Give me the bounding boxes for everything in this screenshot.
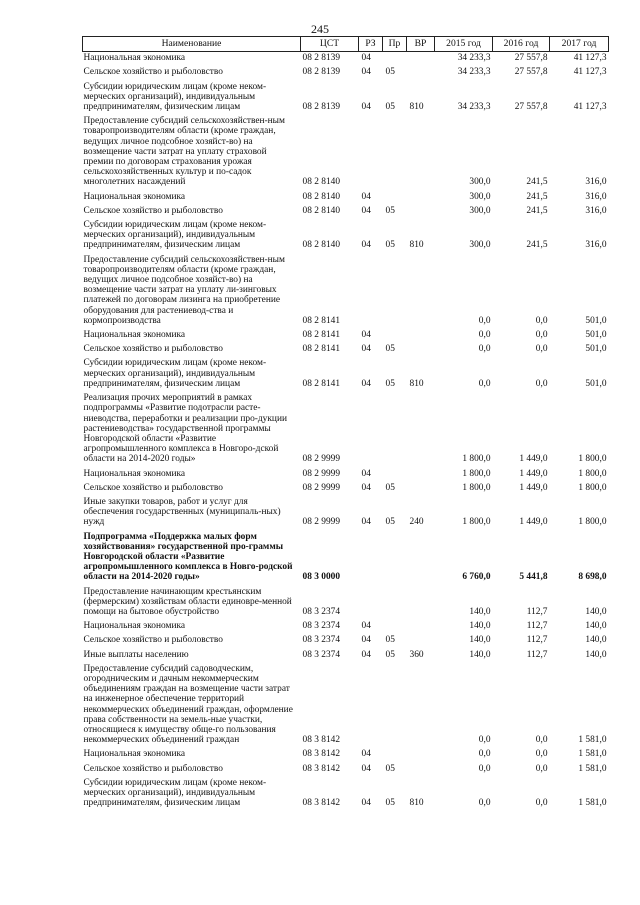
cell-cst: 08 2 8141 <box>302 315 340 326</box>
cell-2016: 0,0 <box>535 735 548 746</box>
cell-2016: 1 449,0 <box>519 517 548 528</box>
table-row <box>83 663 609 749</box>
cell-rz: 04 <box>361 53 371 64</box>
cell-rz: 04 <box>361 798 371 809</box>
cell-2016: 1 449,0 <box>519 482 548 493</box>
cell-2016: 27 557,8 <box>514 67 548 78</box>
cell-cst: 08 3 0000 <box>302 572 340 583</box>
cell-cst: 08 2 8140 <box>302 240 340 251</box>
cell-cst: 08 2 8141 <box>302 378 340 389</box>
cell-2015: 6 760,0 <box>462 572 491 583</box>
cell-pr: 05 <box>385 67 395 78</box>
cell-2015: 0,0 <box>478 749 491 760</box>
cell-name: Предоставление субсидий сельскохозяйствен-ным товаропроизводителям области (кроме граждан, ведущих личное подсобное хозяйст-во) на возмещение части затрат на уплату страховой премии по договорам страхования урожая сельскохозяйственных культур и по-садок многолетних насаждений <box>83 116 285 188</box>
cell-2016: 0,0 <box>535 330 548 341</box>
cell-2015: 1 800,0 <box>462 468 491 479</box>
cell-rz: 04 <box>361 67 371 78</box>
cell-vr <box>407 52 435 67</box>
cell-2015: 0,0 <box>478 330 491 341</box>
cell-rz: 04 <box>361 763 371 774</box>
cell-name: Сельское хозяйство и рыболовство <box>83 205 223 216</box>
header-2016: 2016 год <box>493 37 550 52</box>
cell-rz: 04 <box>361 330 371 341</box>
table-row <box>83 115 609 190</box>
cell-2015: 34 233,3 <box>457 102 491 113</box>
cell-2015: 0,0 <box>478 735 491 746</box>
cell-rz: 04 <box>361 378 371 389</box>
table-row <box>83 496 609 531</box>
table-row <box>83 52 609 67</box>
cell-rz <box>359 663 383 749</box>
table-row <box>83 191 609 205</box>
cell-cst: 08 2 8139 <box>302 53 340 64</box>
cell-2017: 316,0 <box>585 177 607 188</box>
cell-2017: 316,0 <box>585 240 607 251</box>
cell-2015: 1 800,0 <box>462 482 491 493</box>
cell-2017: 1 581,0 <box>578 798 607 809</box>
budget-table <box>82 36 609 811</box>
cell-2015: 0,0 <box>478 315 491 326</box>
cell-rz: 04 <box>361 240 371 251</box>
cell-vr: 810 <box>409 798 424 809</box>
cell-2016: 112,7 <box>526 635 548 646</box>
cell-2016: 27 557,8 <box>514 53 548 64</box>
cell-rz: 04 <box>361 621 371 632</box>
cell-vr: 810 <box>409 102 424 113</box>
cell-rz: 04 <box>361 482 371 493</box>
cell-pr <box>383 586 407 621</box>
cell-2015: 0,0 <box>478 344 491 355</box>
cell-vr <box>407 663 435 749</box>
cell-2016: 112,7 <box>526 606 548 617</box>
table-row <box>83 357 609 392</box>
cell-2017: 41 127,3 <box>573 102 607 113</box>
cell-name: Национальная экономика <box>83 749 186 760</box>
cell-vr <box>407 620 435 634</box>
cell-pr <box>383 115 407 190</box>
cell-pr <box>383 52 407 67</box>
cell-vr <box>407 748 435 762</box>
cell-cst: 08 2 9999 <box>302 468 340 479</box>
cell-name: Предоставление начинающим крестьянским (фермерским) хозяйствам области единовре-менной помощи на бытовое обустройство <box>83 586 292 617</box>
cell-pr: 05 <box>385 763 395 774</box>
cell-name: Реализация прочих мероприятий в рамках подпрограммы «Развитие подотрасли расте-ниеводства, переработки и реализации про-дукции растениеводства» государственной программы Новгородской области «Развитие агропромышленного комплекса в Новгоро-дской области на 2014-2020 годы» <box>83 393 287 465</box>
cell-2015: 0,0 <box>478 763 491 774</box>
cell-2015: 300,0 <box>469 240 491 251</box>
cell-name: Сельское хозяйство и рыболовство <box>83 482 223 493</box>
cell-pr: 05 <box>385 517 395 528</box>
table-row <box>83 634 609 648</box>
cell-rz <box>359 586 383 621</box>
cell-cst: 08 2 8140 <box>302 191 340 202</box>
cell-vr <box>407 531 435 586</box>
cell-2015: 140,0 <box>469 649 491 660</box>
cell-2017: 316,0 <box>585 205 607 216</box>
cell-pr <box>383 748 407 762</box>
cell-2017: 41 127,3 <box>573 53 607 64</box>
cell-name: Национальная экономика <box>83 621 186 632</box>
cell-pr <box>383 620 407 634</box>
cell-cst: 08 3 8142 <box>302 749 340 760</box>
cell-name: Субсидии юридическим лицам (кроме неком-мерческих организаций), индивидуальным предпринимателям, физическим лицам <box>83 777 267 809</box>
cell-2017: 316,0 <box>585 191 607 202</box>
cell-vr <box>407 634 435 648</box>
cell-2017: 1 800,0 <box>578 482 607 493</box>
cell-2015: 300,0 <box>469 205 491 216</box>
cell-pr <box>383 329 407 343</box>
cell-2017: 501,0 <box>585 378 607 389</box>
cell-rz: 04 <box>361 102 371 113</box>
cell-2015: 0,0 <box>478 798 491 809</box>
cell-cst: 08 3 8142 <box>302 763 340 774</box>
table-row <box>83 468 609 482</box>
cell-name: Субсидии юридическим лицам (кроме неком-мерческих организаций), индивидуальным предпринимателям, физическим лицам <box>83 81 267 113</box>
cell-2017: 1 581,0 <box>578 735 607 746</box>
cell-2015: 300,0 <box>469 191 491 202</box>
cell-rz: 04 <box>361 344 371 355</box>
cell-rz <box>359 115 383 190</box>
cell-pr: 05 <box>385 798 395 809</box>
cell-name: Субсидии юридическим лицам (кроме неком-мерческих организаций), индивидуальным предпринимателям, физическим лицам <box>83 220 267 251</box>
cell-vr: 810 <box>409 378 424 389</box>
cell-2016: 0,0 <box>535 798 548 809</box>
header-rz: РЗ <box>359 37 383 52</box>
header-2015: 2015 год <box>435 37 493 52</box>
cell-pr <box>383 468 407 482</box>
cell-2016: 0,0 <box>535 344 548 355</box>
cell-pr: 05 <box>385 378 395 389</box>
cell-vr <box>407 392 435 467</box>
cell-rz <box>359 254 383 329</box>
cell-cst: 08 3 8142 <box>302 735 340 746</box>
cell-rz: 04 <box>361 649 371 660</box>
cell-rz: 04 <box>361 749 371 760</box>
cell-pr <box>383 392 407 467</box>
cell-rz: 04 <box>361 205 371 216</box>
cell-2016: 1 449,0 <box>519 468 548 479</box>
cell-2017: 140,0 <box>585 621 607 632</box>
cell-cst: 08 2 9999 <box>302 482 340 493</box>
cell-rz: 04 <box>361 468 371 479</box>
cell-name: Сельское хозяйство и рыболовство <box>83 344 223 355</box>
cell-cst: 08 3 2374 <box>302 649 340 660</box>
cell-vr <box>407 66 435 80</box>
cell-pr: 05 <box>385 344 395 355</box>
table-row <box>83 777 609 812</box>
cell-vr <box>407 482 435 496</box>
cell-2015: 1 800,0 <box>462 517 491 528</box>
cell-2017: 140,0 <box>585 649 607 660</box>
cell-2016: 5 441,8 <box>519 572 548 583</box>
cell-rz: 04 <box>361 635 371 646</box>
cell-rz: 04 <box>361 517 371 528</box>
cell-name: Сельское хозяйство и рыболовство <box>83 67 223 78</box>
cell-pr <box>383 254 407 329</box>
cell-2017: 1 800,0 <box>578 454 607 465</box>
table-body <box>83 52 609 812</box>
cell-vr <box>407 254 435 329</box>
table-header-row <box>83 37 609 52</box>
cell-vr: 240 <box>409 517 424 528</box>
cell-vr <box>407 205 435 219</box>
cell-2015: 34 233,3 <box>457 67 491 78</box>
table-row <box>83 254 609 329</box>
cell-2015: 140,0 <box>469 621 491 632</box>
cell-vr <box>407 191 435 205</box>
cell-vr <box>407 468 435 482</box>
cell-cst: 08 2 8140 <box>302 177 340 188</box>
cell-pr <box>383 531 407 586</box>
table-row <box>83 205 609 219</box>
cell-vr <box>407 343 435 357</box>
header-2017: 2017 год <box>550 37 609 52</box>
table-row <box>83 392 609 467</box>
cell-2016: 0,0 <box>535 749 548 760</box>
cell-2017: 501,0 <box>585 330 607 341</box>
cell-2017: 140,0 <box>585 606 607 617</box>
table-row <box>83 531 609 586</box>
table-row <box>83 343 609 357</box>
cell-pr <box>383 663 407 749</box>
cell-pr: 05 <box>385 635 395 646</box>
cell-cst: 08 3 2374 <box>302 635 340 646</box>
cell-cst: 08 2 8140 <box>302 205 340 216</box>
cell-cst: 08 2 8139 <box>302 67 340 78</box>
table-row <box>83 482 609 496</box>
cell-2016: 0,0 <box>535 378 548 389</box>
cell-cst: 08 3 8142 <box>302 798 340 809</box>
cell-vr <box>407 763 435 777</box>
cell-2017: 501,0 <box>585 344 607 355</box>
cell-name: Сельское хозяйство и рыболовство <box>83 635 223 646</box>
cell-2016: 241,5 <box>526 191 548 202</box>
cell-cst: 08 3 2374 <box>302 606 340 617</box>
cell-name: Подпрограмма «Поддержка малых форм хозяйствования» государственной про-граммы Новгородской области «Развитие агропромышленного комплекса в Новго-родской области на 2014-2020 годы» <box>83 531 293 583</box>
cell-rz <box>359 531 383 586</box>
table-row <box>83 649 609 663</box>
cell-pr: 05 <box>385 240 395 251</box>
cell-rz <box>359 392 383 467</box>
cell-name: Национальная экономика <box>83 191 186 202</box>
cell-pr: 05 <box>385 102 395 113</box>
cell-2017: 1 581,0 <box>578 749 607 760</box>
cell-2016: 241,5 <box>526 205 548 216</box>
cell-2015: 1 800,0 <box>462 454 491 465</box>
table-row <box>83 329 609 343</box>
table-row <box>83 81 609 116</box>
cell-2015: 0,0 <box>478 378 491 389</box>
cell-2017: 8 698,0 <box>578 572 607 583</box>
cell-2017: 1 800,0 <box>578 468 607 479</box>
cell-2015: 140,0 <box>469 635 491 646</box>
cell-2017: 41 127,3 <box>573 67 607 78</box>
cell-2016: 0,0 <box>535 763 548 774</box>
cell-pr: 05 <box>385 649 395 660</box>
cell-name: Национальная экономика <box>83 468 186 479</box>
cell-2017: 1 800,0 <box>578 517 607 528</box>
table-row <box>83 66 609 80</box>
cell-2016: 1 449,0 <box>519 454 548 465</box>
cell-2016: 0,0 <box>535 315 548 326</box>
cell-cst: 08 2 9999 <box>302 517 340 528</box>
cell-pr: 05 <box>385 482 395 493</box>
table-row <box>83 586 609 621</box>
cell-2015: 300,0 <box>469 177 491 188</box>
cell-name: Национальная экономика <box>83 330 186 341</box>
header-cst: ЦСТ <box>301 37 359 52</box>
header-vr: ВР <box>407 37 435 52</box>
cell-2017: 140,0 <box>585 635 607 646</box>
cell-cst: 08 2 9999 <box>302 454 340 465</box>
cell-cst: 08 2 8141 <box>302 344 340 355</box>
cell-name: Предоставление субсидий садоводческим, огородническим и дачным некоммерческим объединениям граждан на возмещение части затрат на инженерное обеспечение территорий некоммерческих объединений граждан, оформление права собственности на земель-ные участки, относящиеся к имуществу обще-го пользования некоммерческих объединений граждан <box>83 663 293 746</box>
cell-2015: 34 233,3 <box>457 53 491 64</box>
cell-2016: 27 557,8 <box>514 102 548 113</box>
header-name: Наименование <box>83 37 301 52</box>
cell-2016: 241,5 <box>526 240 548 251</box>
cell-cst: 08 2 8139 <box>302 102 340 113</box>
cell-2017: 501,0 <box>585 315 607 326</box>
table-row <box>83 620 609 634</box>
cell-vr: 360 <box>409 649 424 660</box>
cell-vr: 810 <box>409 240 424 251</box>
cell-vr <box>407 586 435 621</box>
cell-vr <box>407 329 435 343</box>
table-row <box>83 763 609 777</box>
cell-name: Иные выплаты населению <box>83 649 189 660</box>
cell-2016: 112,7 <box>526 649 548 660</box>
cell-cst: 08 3 2374 <box>302 621 340 632</box>
cell-vr <box>407 115 435 190</box>
cell-name: Иные закупки товаров, работ и услуг для обеспечения государственных (муниципаль-ных) нужд <box>83 496 281 528</box>
cell-name: Сельское хозяйство и рыболовство <box>83 763 223 774</box>
table-row <box>83 748 609 762</box>
cell-name: Национальная экономика <box>83 53 186 64</box>
cell-pr: 05 <box>385 205 395 216</box>
cell-2017: 1 581,0 <box>578 763 607 774</box>
cell-cst: 08 2 8141 <box>302 330 340 341</box>
cell-2016: 112,7 <box>526 621 548 632</box>
header-pr: Пр <box>383 37 407 52</box>
page-number: 245 <box>311 22 329 36</box>
cell-name: Субсидии юридическим лицам (кроме неком-мерческих организаций), индивидуальным предпринимателям, физическим лицам <box>83 358 267 389</box>
cell-2015: 140,0 <box>469 606 491 617</box>
cell-name: Предоставление субсидий сельскохозяйствен-ным товаропроизводителям области (кроме граждан, ведущих личное подсобное хозяйст-во) на возмещение части затрат на уплату ли-зинговых платежей по договорам лизинга на приобретение оборудования для растениевод-ства и кормопроизводства <box>83 254 285 326</box>
cell-rz: 04 <box>361 191 371 202</box>
cell-2016: 241,5 <box>526 177 548 188</box>
table-row <box>83 219 609 254</box>
cell-pr <box>383 191 407 205</box>
